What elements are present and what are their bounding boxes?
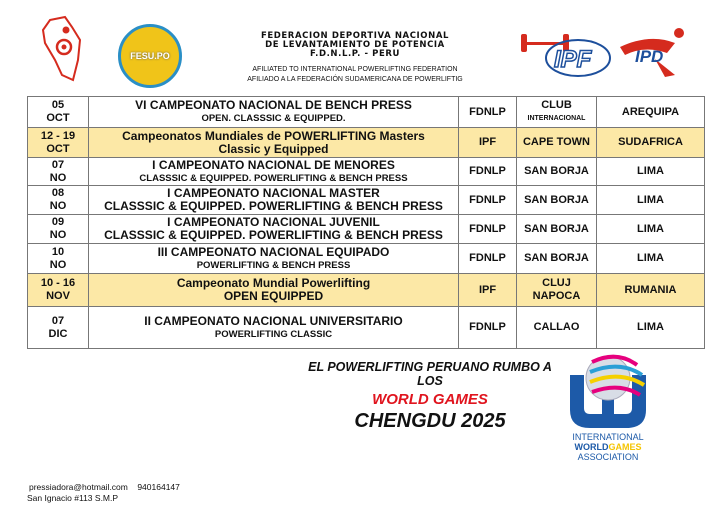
event-city: LIMA: [597, 215, 705, 244]
iwga-international: INTERNATIONAL: [572, 432, 644, 442]
iwga-world: WORLD: [574, 442, 609, 452]
event-day: 07: [51, 314, 65, 327]
events-calendar-table: [27, 96, 705, 349]
event-row: [28, 128, 705, 158]
venue-name: CALLAO: [533, 321, 580, 333]
federation-name-2: DE LEVANTAMIENTO DE POTENCIA: [265, 40, 445, 50]
event-day: 07: [51, 158, 65, 171]
event-name: [89, 307, 459, 349]
event-subtitle: OPEN EQUIPPED: [223, 289, 324, 303]
event-title: I CAMPEONATO NACIONAL JUVENIL: [167, 215, 380, 229]
event-name: [89, 128, 459, 158]
event-date: [28, 186, 89, 215]
event-venue: [517, 274, 597, 307]
event-title: VI CAMPEONATO NACIONAL DE BENCH PRESS: [135, 98, 412, 112]
event-title: I CAMPEONATO NACIONAL MASTER: [167, 186, 380, 200]
slogan: [300, 360, 560, 433]
event-city: RUMANIA: [597, 274, 705, 307]
event-row: [28, 215, 705, 244]
event-city: LIMA: [597, 307, 705, 349]
event-month: NO: [49, 258, 67, 271]
event-organizer: FDNLP: [459, 97, 517, 128]
event-date: [28, 97, 89, 128]
event-day: 10 - 16: [40, 277, 76, 289]
event-row: [28, 274, 705, 307]
event-organizer: FDNLP: [459, 307, 517, 349]
slogan-chengdu: CHENGDU 2025: [354, 410, 506, 432]
event-day: 09: [51, 216, 65, 228]
venue-name: CAPE TOWN: [522, 136, 591, 148]
venue-name: SAN BORJA: [524, 222, 589, 235]
ipf-logo: IPF: [518, 30, 613, 80]
federation-header: [200, 32, 510, 85]
event-row: [28, 158, 705, 186]
event-organizer: IPF: [459, 128, 517, 158]
event-city: LIMA: [597, 158, 705, 186]
venue-name: SAN BORJA: [524, 252, 589, 264]
event-date: [28, 274, 89, 307]
event-date: [28, 215, 89, 244]
venue-name: CLUB: [541, 99, 572, 111]
event-subtitle: Classic y Equipped: [218, 141, 329, 156]
event-day: 12 - 19: [40, 129, 76, 142]
event-subtitle: POWERLIFTING & BENCH PRESS: [196, 259, 351, 271]
event-subtitle: CLASSSIC & EQUIPPED. POWERLIFTING & BENCH PRESS: [104, 199, 443, 213]
affiliation-fesupo: AFILIADO A LA FEDERACIÓN SUDAMERICANA DE POWERLIFTIG: [247, 76, 463, 83]
venue-name-2: INTERNACIONAL: [527, 115, 586, 122]
peru-federation-logo: [40, 15, 85, 85]
contact-address: San Ignacio #113 S.M.P: [27, 493, 119, 503]
event-day: 08: [51, 187, 65, 199]
venue-name: SAN BORJA: [524, 193, 589, 206]
ipd-logo: IPD: [615, 25, 690, 80]
iwga-logo: [562, 350, 654, 465]
event-day: 10: [51, 245, 65, 258]
event-row: [28, 186, 705, 215]
iwga-association: ASSOCIATION: [577, 452, 639, 462]
slogan-world-games: WORLD GAMES: [372, 391, 488, 408]
event-city: AREQUIPA: [597, 97, 705, 128]
event-venue: [517, 97, 597, 128]
event-organizer: FDNLP: [459, 244, 517, 274]
event-organizer: FDNLP: [459, 186, 517, 215]
event-city: LIMA: [597, 244, 705, 274]
event-venue: [517, 186, 597, 215]
event-organizer: FDNLP: [459, 215, 517, 244]
event-organizer: IPF: [459, 274, 517, 307]
event-subtitle: POWERLIFTING CLASSIC: [214, 328, 333, 340]
event-title: III CAMPEONATO NACIONAL EQUIPADO: [157, 244, 390, 259]
fesupo-logo: FESU.PO: [118, 24, 182, 88]
federation-acronym: F.D.N.L.P. - PERU: [309, 49, 401, 59]
event-date: [28, 244, 89, 274]
event-row: [28, 97, 705, 128]
event-name: [89, 215, 459, 244]
event-subtitle: OPEN. CLASSSIC & EQUIPPED.: [201, 113, 346, 124]
event-month: NO: [49, 229, 67, 241]
event-day: 05: [51, 99, 65, 111]
contact-email[interactable]: pressiadora@hotmail.com: [29, 482, 128, 492]
event-venue: [517, 128, 597, 158]
event-date: [28, 307, 89, 349]
event-venue: [517, 244, 597, 274]
event-name: [89, 244, 459, 274]
event-month: NO: [49, 171, 67, 184]
contact-info: [27, 482, 180, 504]
event-month: NO: [49, 200, 67, 212]
event-month: DIC: [48, 327, 68, 340]
event-city: SUDAFRICA: [597, 128, 705, 158]
event-subtitle: CLASSSIC & EQUIPPED. POWERLIFTING & BENCH PRESS: [104, 228, 443, 242]
event-subtitle: CLASSSIC & EQUIPPED. POWERLIFTING & BENCH PRESS: [139, 172, 408, 184]
event-name: [89, 186, 459, 215]
contact-phone: 940164147: [137, 482, 180, 492]
event-month: OCT: [46, 142, 70, 155]
slogan-line1: EL POWERLIFTING PERUANO RUMBO A LOS: [308, 360, 552, 388]
event-name: [89, 274, 459, 307]
event-venue: [517, 307, 597, 349]
event-venue: [517, 158, 597, 186]
event-date: [28, 158, 89, 186]
event-title: Campeonatos Mundiales de POWERLIFTING Masters: [122, 128, 425, 143]
event-title: II CAMPEONATO NACIONAL UNIVERSITARIO: [144, 313, 403, 328]
event-venue: [517, 215, 597, 244]
event-date: [28, 128, 89, 158]
iwga-games: GAMES: [608, 442, 642, 452]
event-month: NOV: [46, 290, 70, 302]
venue-name-2: NAPOCA: [532, 290, 581, 302]
event-row: [28, 307, 705, 349]
event-title: Campeonato Mundial Powerlifting: [176, 276, 371, 290]
event-title: I CAMPEONATO NACIONAL DE MENORES: [152, 157, 395, 172]
event-city: LIMA: [597, 186, 705, 215]
event-name: [89, 97, 459, 128]
venue-name: CLUJ: [542, 277, 571, 289]
federation-name: FEDERACION DEPORTIVA NACIONAL: [260, 31, 450, 41]
event-month: OCT: [46, 112, 70, 124]
event-organizer: FDNLP: [459, 158, 517, 186]
affiliation-ipf: AFILIATED TO INTERNATIONAL POWERLIFTING FEDERATION: [252, 66, 458, 73]
venue-name: SAN BORJA: [524, 165, 589, 177]
event-name: [89, 158, 459, 186]
event-row: [28, 244, 705, 274]
